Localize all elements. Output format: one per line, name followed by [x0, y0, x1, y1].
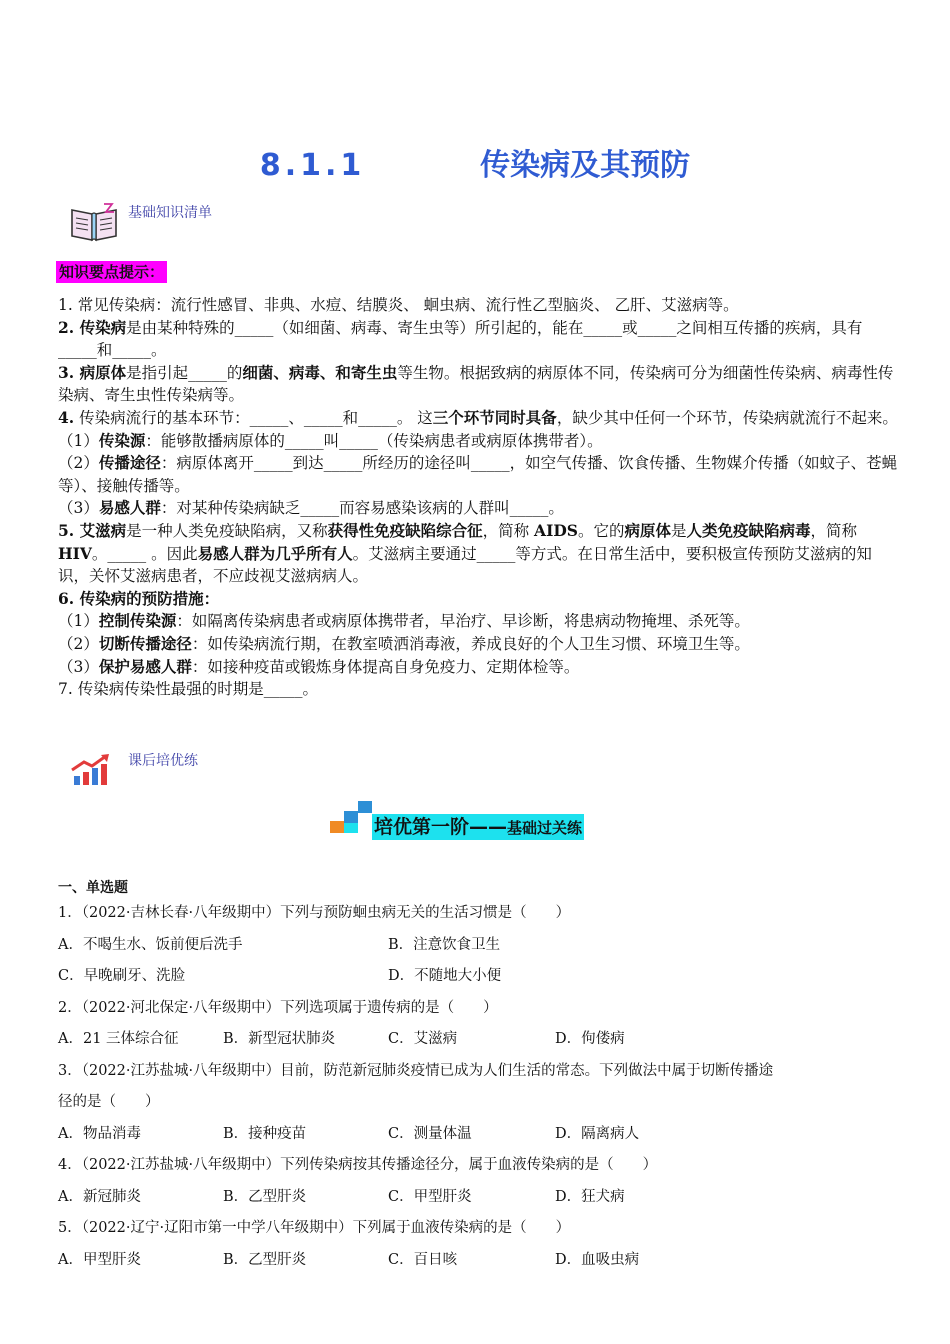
answer-option[interactable]: A．不喝生水、饭前便后洗手 — [58, 936, 243, 953]
exercise-section — [58, 878, 908, 1276]
knowledge-item: 6. 传染病的预防措施： — [58, 588, 220, 608]
knowledge-item: （1）传染源：能够散播病原体的_____叫_____（传染病患者或病原体携带者）。 — [58, 430, 603, 450]
question-stem: 5．（2022·辽宁·辽阳市第一中学八年级期中）下列属于血液传染病的是（ ） — [58, 1220, 571, 1236]
stage-banner — [372, 814, 584, 840]
section-label-knowledge: 基础知识清单 — [128, 205, 212, 221]
knowledge-item: （2）传播途径：病原体离开_____到达_____所经历的途径叫_____，如空气传播、饮食传播、生物媒介传播（如蚊子、苍蝇等）、接触传播等。 — [58, 453, 898, 495]
option-row — [58, 1024, 908, 1056]
answer-option[interactable]: B．接种疫苗 — [223, 1125, 307, 1142]
answer-option[interactable]: C．百日咳 — [388, 1251, 458, 1268]
answer-option[interactable]: C．艾滋病 — [388, 1031, 458, 1047]
answer-option[interactable]: D．狂犬病 — [555, 1188, 625, 1205]
growth-chart-icon — [70, 752, 114, 786]
option-row — [58, 1119, 908, 1151]
answer-option[interactable]: C．甲型肝炎 — [388, 1188, 472, 1205]
knowledge-item: （3）保护易感人群：如接种疫苗或锻炼身体提高自身免疫力、定期体检等。 — [58, 656, 580, 676]
stage-banner-sub: 基础过关练 — [507, 819, 583, 837]
knowledge-item: 5. 艾滋病是一种人类免疫缺陷病，又称获得性免疫缺陷综合征，简称 AIDS。它的病原体是人类免疫缺陷病毒，简称 HIV。_____ 。因此易感人群为几乎所有人。艾滋病主要通过_____等方式。在日常生活中，要积极宣传预防艾滋病的知识，关怀艾滋病患者，不应歧视艾滋病病人。 — [58, 520, 872, 586]
answer-option[interactable]: C．早晚刷牙、洗脸 — [58, 968, 186, 984]
knowledge-item: 3. 病原体是指引起_____的细菌、病毒、和寄生虫等生物。根据致病的病原体不同，传染病可分为细菌性传染病、病毒性传染病、寄生虫性传染病等。 — [58, 362, 894, 405]
answer-option[interactable]: B．注意饮食卫生 — [388, 936, 501, 953]
answer-option[interactable]: A．新冠肺炎 — [58, 1188, 141, 1205]
answer-option[interactable]: D．佝偻病 — [555, 1031, 625, 1047]
option-row — [58, 1245, 908, 1277]
option-row — [58, 1182, 908, 1214]
question-stem: 1．（2022·吉林长春·八年级期中）下列与预防蛔虫病无关的生活习惯是（ ） — [58, 905, 571, 921]
answer-option[interactable]: A．21 三体综合征 — [58, 1031, 179, 1047]
section-label-after-class: 课后培优练 — [128, 753, 198, 769]
title-number: 8.1.1 — [259, 148, 366, 183]
answer-option[interactable]: B．乙型肝炎 — [223, 1188, 307, 1205]
answer-option[interactable]: D．血吸虫病 — [555, 1251, 640, 1268]
page-title — [0, 140, 950, 184]
answer-option[interactable]: B．乙型肝炎 — [223, 1251, 307, 1268]
question-stem: 2．（2022·河北保定·八年级期中）下列选项属于遗传病的是（ ） — [58, 999, 498, 1016]
question-stem: 4．（2022·江苏盐城·八年级期中）下列传染病按其传播途径分，属于血液传染病的是（ ） — [58, 1157, 658, 1173]
book-icon — [68, 200, 120, 244]
stairs-icon — [330, 801, 374, 841]
knowledge-item: （1）控制传染源：如隔离传染病患者或病原体携带者，早治疗、早诊断，将患病动物掩埋、杀死等。 — [58, 611, 750, 631]
knowledge-item: （3）易感人群：对某种传染病缺乏_____而容易感染该病的人群叫_____。 — [58, 498, 564, 518]
option-row — [58, 930, 908, 962]
tips-label: 知识要点提示： — [56, 261, 167, 283]
answer-option[interactable]: B．新型冠状肺炎 — [223, 1031, 336, 1047]
knowledge-item: 2. 传染病是由某种特殊的_____（如细菌、病毒、寄生虫等）所引起的，能在_____或_____之间相互传播的疾病，具有_____和_____。 — [58, 317, 863, 360]
answer-option[interactable]: C．测量体温 — [388, 1125, 472, 1142]
option-row — [58, 961, 908, 993]
knowledge-item: 7. 传染病传染性最强的时期是_____。 — [58, 680, 318, 699]
answer-option[interactable]: A．甲型肝炎 — [58, 1251, 141, 1268]
answer-option[interactable]: A．物品消毒 — [58, 1125, 141, 1142]
knowledge-item: 4. 传染病流行的基本环节：_____、_____和_____。 这三个环节同时具备，缺少其中任何一个环节，传染病就流行不起来。 — [58, 407, 898, 427]
answer-option[interactable]: D．隔离病人 — [555, 1125, 640, 1142]
knowledge-block — [58, 294, 900, 701]
question-stem: 3．（2022·江苏盐城·八年级期中）目前，防范新冠肺炎疫情已成为人们生活的常态。下列做法中属于切断传播途 — [58, 1062, 774, 1079]
title-name: 传染病及其预防 — [480, 148, 691, 183]
knowledge-item: 1. 常见传染病：流行性感冒、非典、水痘、结膜炎、 蛔虫病、流行性乙型脑炎、 乙肝、艾滋病等。 — [58, 296, 739, 314]
knowledge-item: （2）切断传播途径：如传染病流行期，在教室喷洒消毒液，养成良好的个人卫生习惯、环境卫生等。 — [58, 633, 750, 653]
exercise-heading: 一、单选题 — [58, 880, 128, 896]
question-stem-continued: 径的是（ ） — [58, 1094, 160, 1110]
answer-option[interactable]: D．不随地大小便 — [388, 968, 502, 984]
stage-banner-main: 培优第一阶—— — [374, 816, 508, 838]
